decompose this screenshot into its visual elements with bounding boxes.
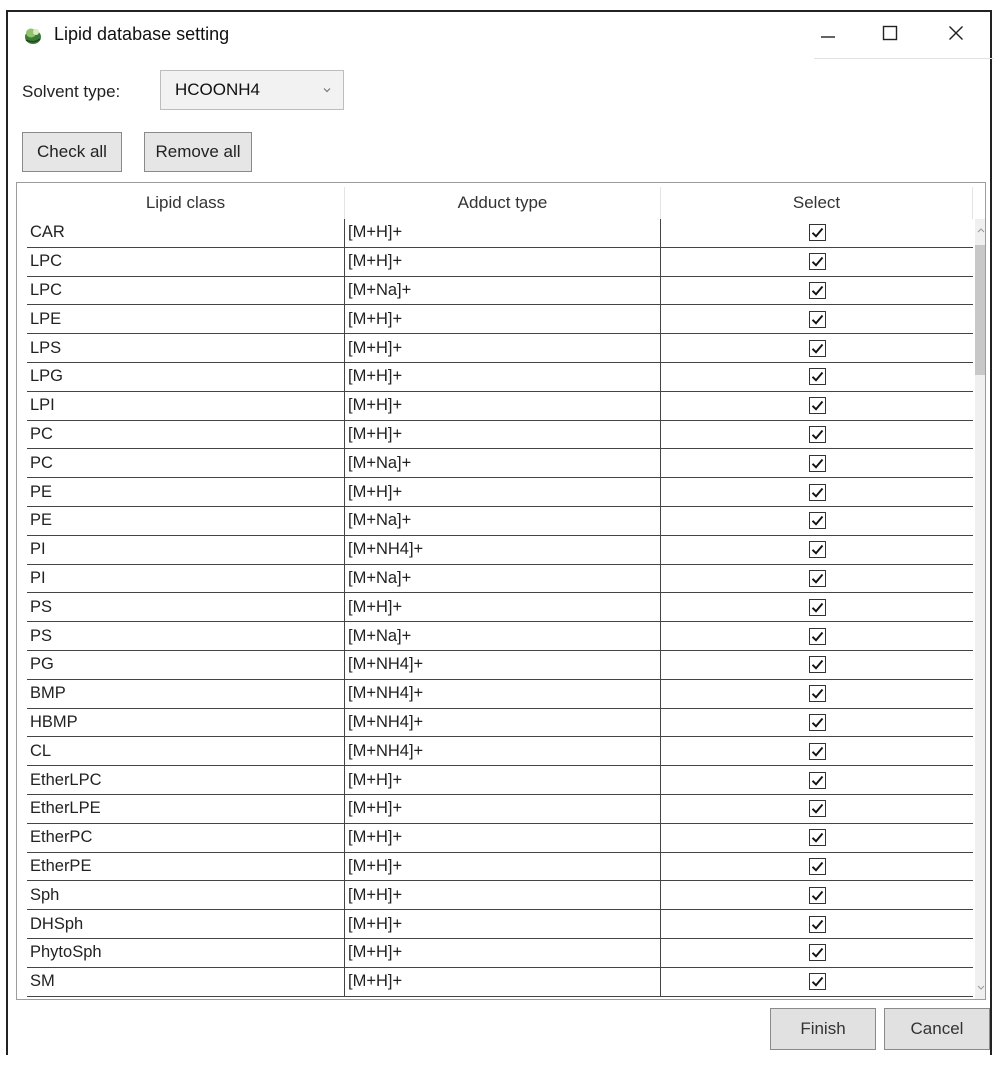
checkmark-icon bbox=[811, 514, 824, 527]
checkmark-icon bbox=[811, 630, 824, 643]
adduct-type-cell: [M+H]+ bbox=[345, 421, 661, 449]
adduct-type-cell: [M+NH4]+ bbox=[345, 536, 661, 564]
table-body bbox=[27, 219, 973, 997]
adduct-type-cell: [M+H]+ bbox=[345, 478, 661, 506]
select-cell bbox=[661, 565, 973, 593]
adduct-type-cell: [M+H]+ bbox=[345, 363, 661, 391]
minimize-icon bbox=[820, 25, 836, 46]
table-row[interactable] bbox=[27, 651, 973, 680]
checkmark-icon bbox=[811, 774, 824, 787]
header-lipid-class[interactable]: Lipid class bbox=[27, 187, 345, 219]
checkmark-icon bbox=[811, 486, 824, 499]
table-row[interactable] bbox=[27, 622, 973, 651]
table-row[interactable] bbox=[27, 334, 973, 363]
select-checkbox[interactable] bbox=[809, 887, 826, 904]
lipid-class-cell: PS bbox=[27, 622, 345, 650]
lipid-class-cell: LPS bbox=[27, 334, 345, 362]
adduct-type-cell: [M+Na]+ bbox=[345, 507, 661, 535]
select-cell bbox=[661, 939, 973, 967]
select-checkbox[interactable] bbox=[809, 714, 826, 731]
lipid-class-cell: EtherPC bbox=[27, 824, 345, 852]
lipid-class-cell: LPI bbox=[27, 392, 345, 420]
adduct-type-cell: [M+H]+ bbox=[345, 881, 661, 909]
table-row[interactable] bbox=[27, 766, 973, 795]
table-row[interactable] bbox=[27, 248, 973, 277]
select-checkbox[interactable] bbox=[809, 455, 826, 472]
lipid-class-cell: PE bbox=[27, 478, 345, 506]
lipid-class-cell: Sph bbox=[27, 881, 345, 909]
lipid-class-cell: PC bbox=[27, 449, 345, 477]
table-row[interactable] bbox=[27, 536, 973, 565]
checkmark-icon bbox=[811, 745, 824, 758]
table-row[interactable] bbox=[27, 709, 973, 738]
select-checkbox[interactable] bbox=[809, 743, 826, 760]
window-title: Lipid database setting bbox=[54, 24, 230, 44]
adduct-type-cell: [M+Na]+ bbox=[345, 449, 661, 477]
select-checkbox[interactable] bbox=[809, 973, 826, 990]
lipid-class-cell: LPC bbox=[27, 277, 345, 305]
select-checkbox[interactable] bbox=[809, 426, 826, 443]
select-cell bbox=[661, 709, 973, 737]
checkmark-icon bbox=[811, 975, 824, 988]
check-all-button[interactable]: Check all bbox=[22, 132, 122, 172]
table-row[interactable] bbox=[27, 421, 973, 450]
checkmark-icon bbox=[811, 284, 824, 297]
title-bar bbox=[8, 12, 990, 60]
table-row[interactable] bbox=[27, 824, 973, 853]
select-cell bbox=[661, 881, 973, 909]
select-cell bbox=[661, 392, 973, 420]
table-row[interactable] bbox=[27, 277, 973, 306]
lipid-class-cell: PhytoSph bbox=[27, 939, 345, 967]
checkmark-icon bbox=[811, 918, 824, 931]
table-row[interactable] bbox=[27, 478, 973, 507]
maximize-icon bbox=[882, 25, 898, 46]
checkmark-icon bbox=[811, 399, 824, 412]
lipid-class-cell: LPC bbox=[27, 248, 345, 276]
select-cell bbox=[661, 536, 973, 564]
table-row[interactable] bbox=[27, 565, 973, 594]
select-cell bbox=[661, 853, 973, 881]
select-checkbox[interactable] bbox=[809, 656, 826, 673]
select-cell bbox=[661, 248, 973, 276]
table-row[interactable] bbox=[27, 219, 973, 248]
adduct-type-cell: [M+H]+ bbox=[345, 248, 661, 276]
lipid-class-cell: HBMP bbox=[27, 709, 345, 737]
header-adduct-type[interactable]: Adduct type bbox=[345, 187, 661, 219]
lipid-class-cell: CAR bbox=[27, 219, 345, 247]
select-cell bbox=[661, 593, 973, 621]
select-cell bbox=[661, 219, 973, 247]
lipid-class-cell: DHSph bbox=[27, 910, 345, 938]
select-cell bbox=[661, 277, 973, 305]
lipid-class-cell: BMP bbox=[27, 680, 345, 708]
table-row[interactable] bbox=[27, 680, 973, 709]
lipid-class-cell: PI bbox=[27, 536, 345, 564]
adduct-type-cell: [M+H]+ bbox=[345, 853, 661, 881]
adduct-type-cell: [M+H]+ bbox=[345, 910, 661, 938]
select-checkbox[interactable] bbox=[809, 772, 826, 789]
scroll-up-icon[interactable] bbox=[975, 223, 986, 237]
finish-button[interactable]: Finish bbox=[770, 1008, 876, 1050]
table-header bbox=[27, 187, 975, 219]
lipid-class-cell: PE bbox=[27, 507, 345, 535]
adduct-type-cell: [M+NH4]+ bbox=[345, 651, 661, 679]
lipid-class-cell: EtherLPC bbox=[27, 766, 345, 794]
select-checkbox[interactable] bbox=[809, 685, 826, 702]
select-cell bbox=[661, 795, 973, 823]
adduct-type-cell: [M+NH4]+ bbox=[345, 737, 661, 765]
select-checkbox[interactable] bbox=[809, 484, 826, 501]
select-checkbox[interactable] bbox=[809, 397, 826, 414]
checkmark-icon bbox=[811, 601, 824, 614]
vertical-scrollbar[interactable] bbox=[975, 219, 986, 999]
checkmark-icon bbox=[811, 543, 824, 556]
select-cell bbox=[661, 334, 973, 362]
lipid-app-icon bbox=[22, 24, 44, 46]
select-checkbox[interactable] bbox=[809, 599, 826, 616]
adduct-type-cell: [M+H]+ bbox=[345, 392, 661, 420]
lipid-class-cell: EtherPE bbox=[27, 853, 345, 881]
select-cell bbox=[661, 824, 973, 852]
select-cell bbox=[661, 651, 973, 679]
select-checkbox[interactable] bbox=[809, 512, 826, 529]
adduct-type-cell: [M+NH4]+ bbox=[345, 680, 661, 708]
chevron-down-icon bbox=[321, 83, 333, 101]
select-checkbox[interactable] bbox=[809, 253, 826, 270]
adduct-type-cell: [M+H]+ bbox=[345, 219, 661, 247]
adduct-type-cell: [M+H]+ bbox=[345, 766, 661, 794]
checkmark-icon bbox=[811, 687, 824, 700]
lipid-class-cell: SM bbox=[27, 968, 345, 996]
select-cell bbox=[661, 766, 973, 794]
table-row[interactable] bbox=[27, 449, 973, 478]
select-cell bbox=[661, 622, 973, 650]
select-checkbox[interactable] bbox=[809, 224, 826, 241]
checkmark-icon bbox=[811, 226, 824, 239]
select-checkbox[interactable] bbox=[809, 858, 826, 875]
select-cell bbox=[661, 737, 973, 765]
lipid-class-cell: PS bbox=[27, 593, 345, 621]
solvent-type-value: HCOONH4 bbox=[175, 80, 261, 99]
lipid-class-cell: EtherLPE bbox=[27, 795, 345, 823]
select-cell bbox=[661, 449, 973, 477]
table-row[interactable] bbox=[27, 881, 973, 910]
adduct-type-cell: [M+Na]+ bbox=[345, 622, 661, 650]
select-cell bbox=[661, 968, 973, 996]
checkmark-icon bbox=[811, 946, 824, 959]
select-checkbox[interactable] bbox=[809, 944, 826, 961]
table-row[interactable] bbox=[27, 305, 973, 334]
scrollbar-thumb[interactable] bbox=[975, 245, 986, 375]
lipid-table bbox=[16, 182, 986, 1000]
table-row[interactable] bbox=[27, 968, 973, 997]
table-row[interactable] bbox=[27, 910, 973, 939]
checkmark-icon bbox=[811, 658, 824, 671]
lipid-class-cell: PI bbox=[27, 565, 345, 593]
table-row[interactable] bbox=[27, 853, 973, 882]
select-checkbox[interactable] bbox=[809, 282, 826, 299]
maximize-button[interactable] bbox=[860, 12, 920, 58]
table-row[interactable] bbox=[27, 363, 973, 392]
solvent-type-label: Solvent type: bbox=[22, 82, 121, 101]
select-cell bbox=[661, 363, 973, 391]
select-cell bbox=[661, 910, 973, 938]
checkmark-icon bbox=[811, 457, 824, 470]
select-checkbox[interactable] bbox=[809, 800, 826, 817]
adduct-type-cell: [M+NH4]+ bbox=[345, 709, 661, 737]
cancel-button[interactable]: Cancel bbox=[884, 1008, 990, 1050]
checkmark-icon bbox=[811, 860, 824, 873]
select-checkbox[interactable] bbox=[809, 628, 826, 645]
select-cell bbox=[661, 680, 973, 708]
lipid-class-cell: CL bbox=[27, 737, 345, 765]
dialog-window bbox=[6, 10, 992, 1055]
checkmark-icon bbox=[811, 255, 824, 268]
select-cell bbox=[661, 507, 973, 535]
lipid-class-cell: LPE bbox=[27, 305, 345, 333]
lipid-class-cell: PC bbox=[27, 421, 345, 449]
adduct-type-cell: [M+H]+ bbox=[345, 334, 661, 362]
close-button[interactable] bbox=[926, 12, 986, 58]
select-checkbox[interactable] bbox=[809, 368, 826, 385]
adduct-type-cell: [M+H]+ bbox=[345, 305, 661, 333]
scroll-down-icon[interactable] bbox=[975, 981, 986, 995]
adduct-type-cell: [M+H]+ bbox=[345, 968, 661, 996]
adduct-type-cell: [M+Na]+ bbox=[345, 565, 661, 593]
adduct-type-cell: [M+H]+ bbox=[345, 795, 661, 823]
checkmark-icon bbox=[811, 342, 824, 355]
checkmark-icon bbox=[811, 313, 824, 326]
table-row[interactable] bbox=[27, 795, 973, 824]
select-checkbox[interactable] bbox=[809, 829, 826, 846]
checkmark-icon bbox=[811, 889, 824, 902]
title-divider bbox=[814, 58, 994, 59]
solvent-type-dropdown[interactable] bbox=[160, 70, 344, 110]
table-row[interactable] bbox=[27, 392, 973, 421]
select-checkbox[interactable] bbox=[809, 541, 826, 558]
adduct-type-cell: [M+H]+ bbox=[345, 824, 661, 852]
adduct-type-cell: [M+H]+ bbox=[345, 939, 661, 967]
checkmark-icon bbox=[811, 572, 824, 585]
select-checkbox[interactable] bbox=[809, 570, 826, 587]
header-select[interactable]: Select bbox=[661, 187, 973, 219]
select-checkbox[interactable] bbox=[809, 340, 826, 357]
checkmark-icon bbox=[811, 428, 824, 441]
table-row[interactable] bbox=[27, 507, 973, 536]
select-cell bbox=[661, 305, 973, 333]
close-icon bbox=[948, 25, 964, 46]
table-row[interactable] bbox=[27, 939, 973, 968]
checkmark-icon bbox=[811, 370, 824, 383]
adduct-type-cell: [M+H]+ bbox=[345, 593, 661, 621]
checkmark-icon bbox=[811, 716, 824, 729]
checkmark-icon bbox=[811, 831, 824, 844]
table-row[interactable] bbox=[27, 737, 973, 766]
lipid-class-cell: PG bbox=[27, 651, 345, 679]
lipid-class-cell: LPG bbox=[27, 363, 345, 391]
select-checkbox[interactable] bbox=[809, 311, 826, 328]
checkmark-icon bbox=[811, 802, 824, 815]
minimize-button[interactable] bbox=[798, 12, 858, 58]
select-cell bbox=[661, 478, 973, 506]
select-cell bbox=[661, 421, 973, 449]
select-checkbox[interactable] bbox=[809, 916, 826, 933]
remove-all-button[interactable]: Remove all bbox=[144, 132, 252, 172]
table-row[interactable] bbox=[27, 593, 973, 622]
adduct-type-cell: [M+Na]+ bbox=[345, 277, 661, 305]
